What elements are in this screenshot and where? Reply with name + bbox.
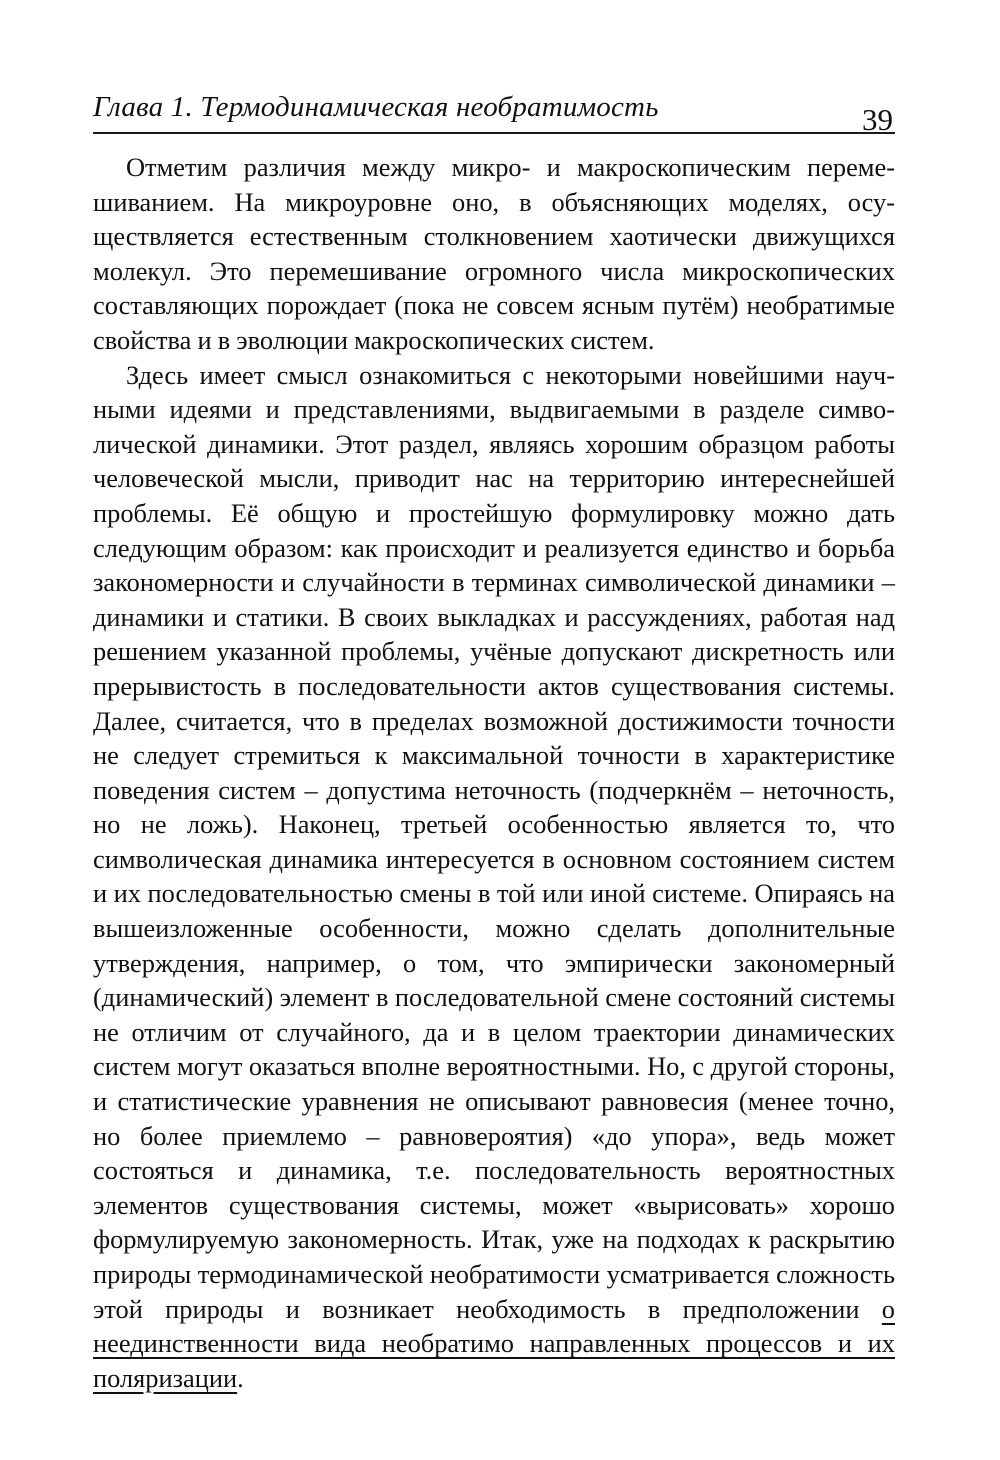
paragraph-2-text: Здесь имеет смысл ознакомиться с некоторыми новейшими научными идеями и представлениями, выдвигаемыми в разделе символической динамики. Этот раздел, являясь хорошим образцом работы человеческой мысли, приводит нас на территорию интереснейшей проблемы. Её общую и простейшую формулировку можно дать следующим образом: как происходит и реализуется единство и борьба закономерности и случайности в терминах символической динамики – динамики и статики. В своих выкладках и рассуждениях, работая над решением указанной проблемы, учёные допускают дискретность или прерывистость в последовательности актов существования системы. Далее, считается, что в пределах возможной достижимости точности не следует стремиться к максимальной точности в характеристике поведения систем – допустима неточность (подчеркнём – неточность, но не ложь). Наконец, третьей особенностью является то, что символическая динамика интересуется в основном состоянием систем и их последовательностью смены в той или иной системе. Опираясь на вышеизложенные особенности, можно сделать дополнительные утверждения, например, о том, что эмпирически закономерный (динамический) элемент в последовательной смене состояний системы не отличим от случайного, да и в целом траектории динамических систем могут оказаться вполне вероятностными. Но, с другой стороны, и статистические уравнения не описывают равновесия (менее точно, но более приемлемо – равновероятия) «до упора», ведь может состояться и динамика, т.е. последовательность вероятностных элементов существования системы, может «вырисовать» хорошо формулируемую закономерность. Итак, уже на подходах к раскрытию природы термодинамической необратимости усматривается сложность этой природы и возникает необходимость в предположении — [93, 359, 895, 1324]
running-header — [93, 88, 895, 137]
paragraph-2-end: . — [237, 1362, 244, 1393]
paragraph-1 — [93, 150, 895, 358]
paragraph-1-text: Отметим различия между микро- и макроскопическим перемешиванием. На микроуровне оно, в объясняющих моделях, осуществляется естественным столкновением хаотически движущихся молекул. Это перемешивание огромного числа микроскопических составляющих порождает (пока не совсем ясным путём) необратимые свойства и в эволюции макроскопических систем. — [93, 152, 895, 355]
body-text — [93, 150, 895, 1395]
page-number: 39 — [862, 102, 893, 137]
paragraph-2 — [93, 358, 895, 1396]
chapter-title: Глава 1. Термодинамическая необратимость — [93, 91, 659, 123]
underlined-phrase: о неединственности вида необратимо направленных процессов и их поляризации — [93, 1293, 895, 1393]
